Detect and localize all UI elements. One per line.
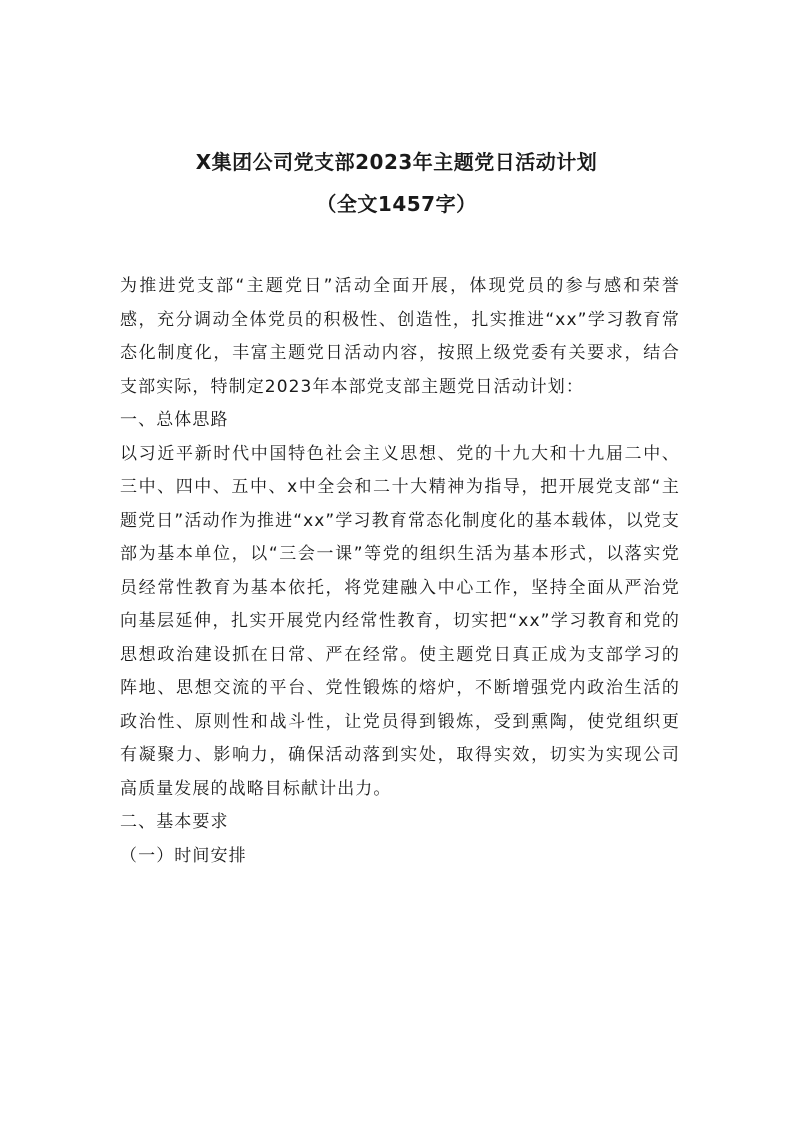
subsection-heading-time-arrangement: （一）时间安排 [120, 845, 247, 866]
section-heading-basic-requirements: 二、基本要求 [120, 812, 229, 832]
document-body [120, 270, 680, 873]
document-subtitle: （全文1457字） [316, 192, 477, 216]
intro-paragraph: 为推进党支部“主题党日”活动全面开展，体现党员的参与感和荣誉感，充分调动全体党员的积极性、创造性，扎实推进“xx”学习教育常态化制度化，丰富主题党日活动内容，按照上级党委有关要求，结合支部实际，特制定2023年本部党支部主题党日活动计划： [120, 276, 680, 397]
overall-idea-paragraph: 以习近平新时代中国特色社会主义思想、党的十九大和十九届二中、三中、四中、五中、x中全会和二十大精神为指导，把开展党支部“主题党日”活动作为推进“xx”学习教育常态化制度化的基本载体，以党支部为基本单位，以“三会一课”等党的组织生活为基本形式，以落实党员经常性教育为基本依托，将党建融入中心工作，坚持全面从严治党向基层延伸，扎实开展党内经常性教育，切实把“xx”学习教育和党的思想政治建设抓在日常、严在经常。使主题党日真正成为支部学习的阵地、思想交流的平台、党性锻炼的熔炉，不断增强党内政治生活的政治性、原则性和战斗性，让党员得到锻炼，受到熏陶，使党组织更有凝聚力、影响力，确保活动落到实处，取得实效，切实为实现公司高质量发展的战略目标献计出力。 [120, 443, 680, 799]
section-heading-overall-idea: 一、总体思路 [120, 410, 229, 430]
document-title: X集团公司党支部2023年主题党日活动计划 [195, 150, 598, 174]
